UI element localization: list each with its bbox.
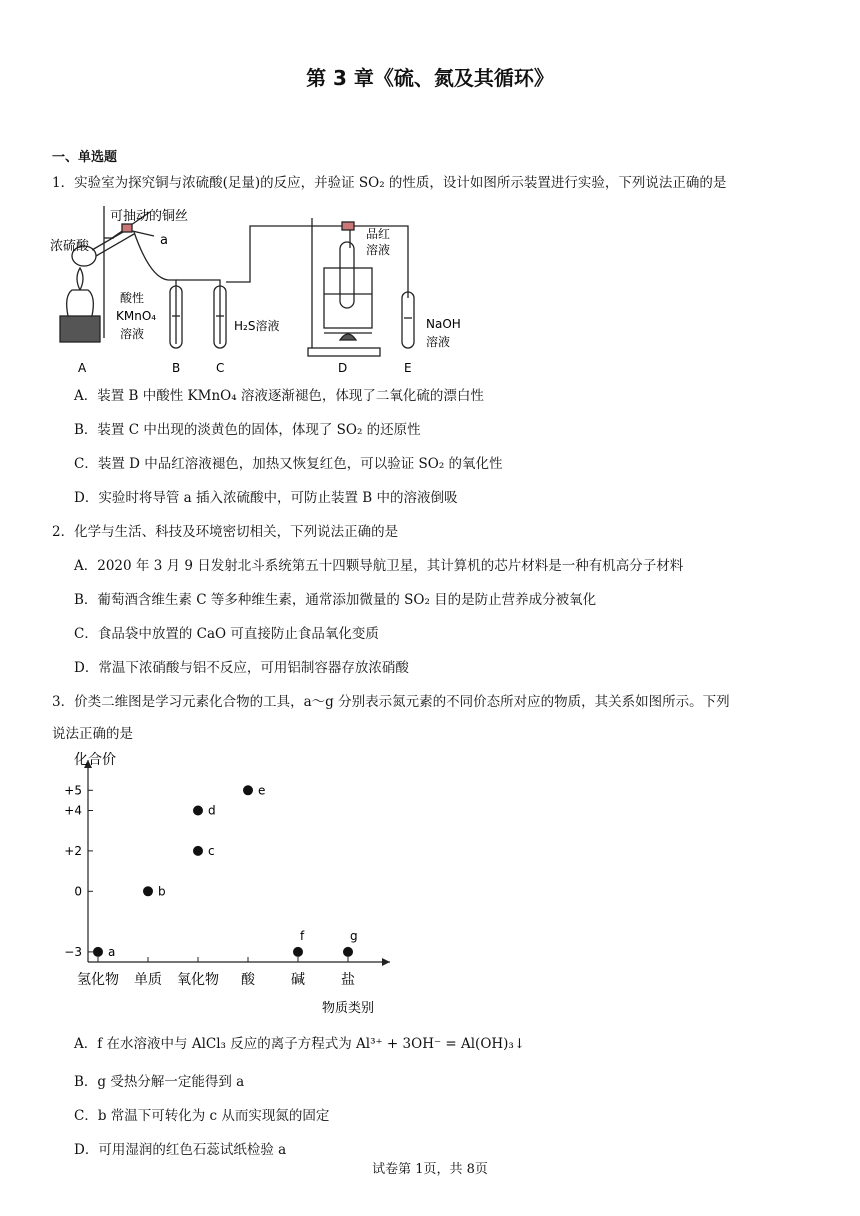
x-axis-label: 物质类别	[322, 1001, 375, 1016]
burner	[67, 290, 94, 316]
x-tick-label: 氧化物	[177, 972, 219, 988]
question-1-stem: 1．实验室为探究铜与浓硫酸(足量)的反应，并验证 SO₂ 的性质，设计如图所示装置进行实验，下列说法正确的是	[52, 175, 727, 191]
point-c	[193, 846, 203, 856]
question-3-stem-line2: 说法正确的是	[52, 726, 133, 742]
y-axis-label: 化合价	[74, 752, 116, 768]
q2-option-c: C．食品袋中放置的 CaO 可直接防止食品氧化变质	[74, 626, 379, 642]
pinhong-label-1: 品红	[366, 227, 391, 241]
x-tick-label: 单质	[134, 972, 162, 988]
point-label-f: f	[300, 928, 305, 943]
apparatus-figure	[50, 198, 480, 378]
q1-option-b: B．装置 C 中出现的淡黄色的固体，体现了 SO₂ 的还原性	[74, 422, 421, 438]
y-tick-label: +4	[64, 803, 82, 818]
point-label-g: g	[350, 928, 358, 943]
flame	[77, 268, 83, 290]
section-heading: 一、单选题	[52, 150, 118, 165]
point-label-d: d	[208, 803, 216, 818]
q3-option-c: C．b 常温下可转化为 c 从而实现氮的固定	[74, 1108, 330, 1124]
x-axis-arrow	[382, 958, 390, 966]
label-B: B	[172, 361, 181, 375]
h2s-label: H₂S溶液	[234, 319, 280, 333]
label-D: D	[338, 361, 348, 375]
x-tick-label: 氢化物	[77, 972, 119, 988]
copper-wire-label: 可抽动的铜丝	[110, 209, 189, 224]
q2-option-d: D．常温下浓硝酸与铝不反应，可用铝制容器存放浓硝酸	[74, 660, 409, 676]
point-g	[343, 947, 353, 957]
point-a	[93, 947, 103, 957]
q3-option-a: A．f 在水溶液中与 AlCl₃ 反应的离子方程式为 Al³⁺ + 3OH⁻ = Al(OH)₃↓	[74, 1036, 526, 1052]
point-label-a: a	[108, 944, 116, 959]
x-tick-label: 碱	[291, 972, 305, 988]
y-tick-label: +5	[64, 783, 82, 798]
pinhong-label-2: 溶液	[366, 243, 391, 257]
tube-a-label: a	[160, 233, 168, 248]
label-A: A	[78, 361, 87, 375]
label-E: E	[404, 361, 412, 375]
question-2-stem: 2．化学与生活、科技及环境密切相关，下列说法正确的是	[52, 524, 399, 540]
naoh-label-2: 溶液	[426, 335, 451, 349]
y-tick-label: −3	[64, 944, 82, 959]
q2-option-b: B．葡萄酒含维生素 C 等多种维生素，通常添加微量的 SO₂ 目的是防止营养成分被氧化	[74, 592, 597, 608]
naoh-label-1: NaOH	[426, 317, 461, 331]
point-f	[293, 947, 303, 957]
q3-option-b: B．g 受热分解一定能得到 a	[74, 1074, 245, 1090]
q1-option-c: C．装置 D 中品红溶液褪色，加热又恢复红色，可以验证 SO₂ 的氧化性	[74, 456, 503, 472]
question-3-stem-line1: 3．价类二维图是学习元素化合物的工具，a～g 分别表示氮元素的不同价态所对应的物质，其关系如图所示。下列	[52, 694, 730, 710]
beaker-D	[324, 268, 372, 328]
point-label-b: b	[158, 884, 166, 899]
point-label-c: c	[208, 843, 215, 858]
y-tick-label: +2	[64, 843, 82, 858]
label-C: C	[216, 361, 225, 375]
lamp-base	[60, 316, 100, 342]
y-tick-label: 0	[74, 884, 82, 899]
kmno4-label-3: 溶液	[120, 327, 145, 341]
x-tick-label: 盐	[341, 972, 355, 988]
q3-option-d: D．可用湿润的红色石蕊试纸检验 a	[74, 1142, 287, 1158]
point-b	[143, 886, 153, 896]
point-d	[193, 806, 203, 816]
conc-acid-label: 浓硫酸	[50, 239, 90, 254]
q2-option-a: A．2020 年 3 月 9 日发射北斗系统第五十四颗导航卫星，其计算机的芯片材料是一种有机高分子材料	[74, 558, 684, 574]
q1-option-d: D．实验时将导管 a 插入浓硫酸中，可防止装置 B 中的溶液倒吸	[74, 490, 458, 506]
q1-option-a: A．装置 B 中酸性 KMnO₄ 溶液逐渐褪色，体现了二氧化硫的漂白性	[74, 388, 484, 404]
page-footer: 试卷第 1页，共 8页	[372, 1162, 488, 1177]
tube-E	[402, 292, 414, 348]
x-tick-label: 酸	[241, 972, 255, 988]
page-title: 第 3 章《硫、氮及其循环》	[306, 66, 554, 90]
tube-D	[340, 242, 354, 308]
point-label-e: e	[258, 783, 266, 798]
valence-class-chart	[40, 746, 420, 1030]
kmno4-label-2: KMnO₄	[116, 309, 157, 323]
point-e	[243, 785, 253, 795]
kmno4-label-1: 酸性	[120, 291, 145, 305]
